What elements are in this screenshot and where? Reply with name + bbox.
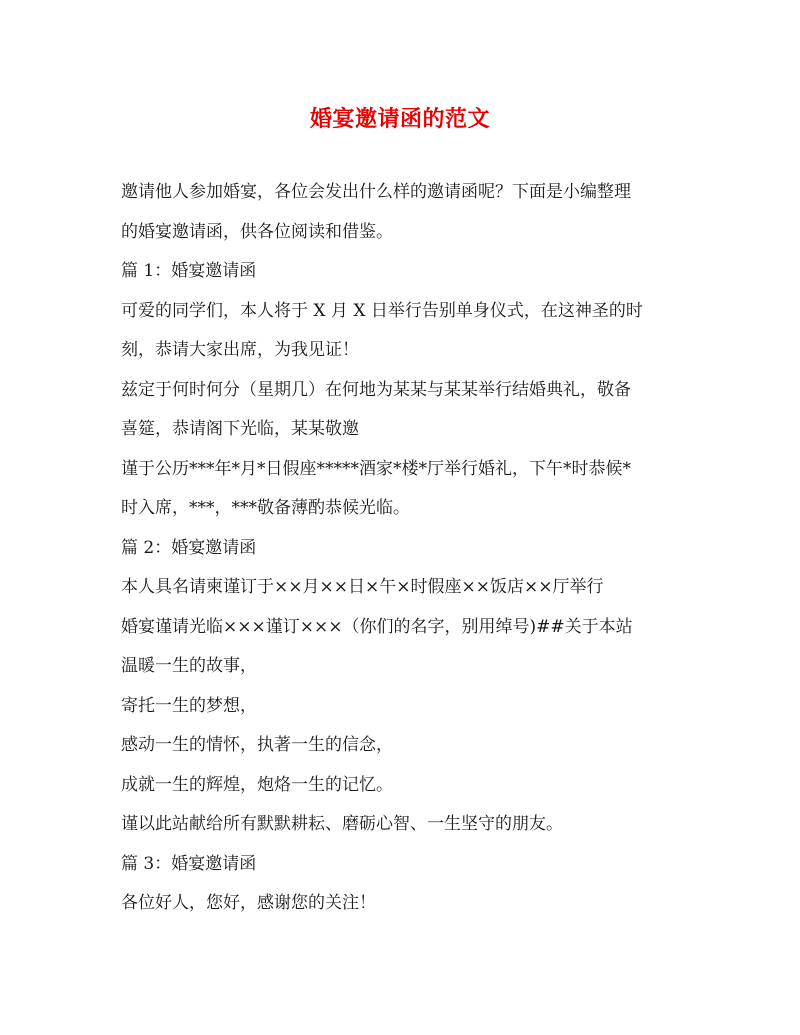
section-heading: 篇 2：婚宴邀请函 bbox=[121, 537, 257, 558]
body-line: 成就一生的辉煌，炮烙一生的记忆。 bbox=[121, 774, 393, 795]
section-heading: 篇 1：婚宴邀请函 bbox=[121, 261, 257, 281]
body-line: 寄托一生的梦想， bbox=[121, 695, 257, 716]
body-line: 婚宴谨请光临×××谨订×××（你们的名字，别用绰号)##关于本站 bbox=[121, 616, 633, 637]
body-line: 可爱的同学们，本人将于 X 月 X 日举行告别单身仪式，在这神圣的时 bbox=[121, 300, 643, 321]
body-line: 谨于公历***年*月*日假座*****酒家*楼*厅举行婚礼，下午*时恭候* bbox=[121, 458, 631, 479]
body-line: 邀请他人参加婚宴，各位会发出什么样的邀请函呢？下面是小编整理 bbox=[121, 182, 631, 202]
body-line: 本人具名请柬谨订于××月××日×午×时假座××饭店××厅举行 bbox=[121, 577, 604, 597]
body-line: 感动一生的情怀，执著一生的信念， bbox=[121, 735, 393, 755]
body-line: 谨以此站献给所有默默耕耘、磨砺心智、一生坚守的朋友。 bbox=[121, 814, 563, 834]
body-line: 的婚宴邀请函，供各位阅读和借鉴。 bbox=[121, 221, 393, 242]
document-body bbox=[121, 173, 686, 924]
body-line: 温暖一生的故事， bbox=[121, 656, 257, 676]
section-heading: 篇 3：婚宴邀请函 bbox=[121, 853, 257, 874]
body-line: 时入席，***，***敬备薄酌恭候光临。 bbox=[121, 498, 410, 518]
body-line: 兹定于何时何分（星期几）在何地为某某与某某举行结婚典礼，敬备 bbox=[121, 379, 631, 400]
body-line: 各位好人，您好，感谢您的关注！ bbox=[121, 893, 376, 913]
body-line: 刻，恭请大家出席，为我见证！ bbox=[121, 340, 359, 360]
document-title: 婚宴邀请函的范文 bbox=[309, 106, 490, 132]
body-line: 喜筵，恭请阁下光临，某某敬邀 bbox=[121, 419, 359, 439]
